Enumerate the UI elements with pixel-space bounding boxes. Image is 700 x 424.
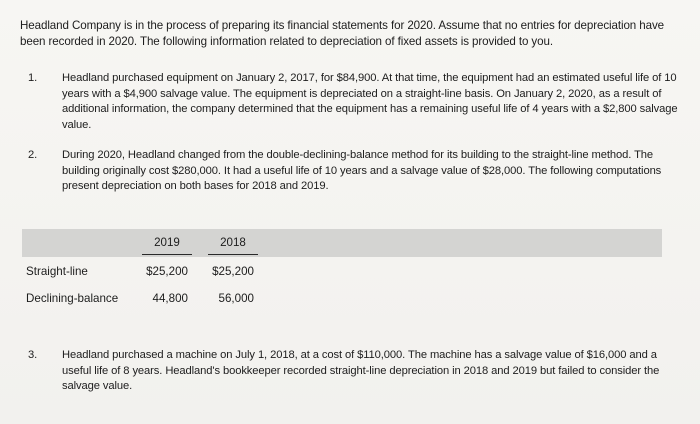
row-label: Straight-line	[26, 265, 88, 278]
table-row	[22, 292, 662, 310]
table-row	[22, 265, 662, 283]
table-header	[22, 229, 662, 257]
header-underline	[142, 254, 192, 255]
item-text: During 2020, Headland changed from the double-declining-balance method for its building to the straight-line method. The building originally cost $280,000. It had a useful life of 10 years and a salvage value of $28,000. The following computations present depreciation on both bases for 2018 and 2019.	[62, 149, 662, 193]
cell-2018: $25,200	[212, 265, 254, 278]
column-header-label: 2019	[154, 236, 180, 249]
cell-2018: 56,000	[218, 292, 254, 305]
item-text: Headland purchased a machine on July 1, 2018, at a cost of $110,000. The machine has a salvage value of $16,000 and a useful life of 8 years. Headland's bookkeeper recorded straight-line depreciation in 2018 and 2019 but failed to consider the salvage value.	[62, 349, 660, 393]
list-item-1	[28, 71, 688, 133]
list-item-2	[28, 148, 688, 195]
item-text: Headland purchased equipment on January 2, 2017, for $84,900. At that time, the equipment had an estimated useful life of 10 years with a $4,900 salvage value. The equipment is depreciated on a straight-line basis. On January 2, 2020, as a result of additional information, the company determined that the equipment has a remaining useful life of 4 years with a $2,800 salvage value.	[62, 72, 678, 131]
column-header-2019	[142, 236, 192, 249]
item-number: 1.	[28, 72, 38, 84]
intro-paragraph: Headland Company is in the process of preparing its financial statements for 2020. Assume that no entries for depreciation have been recorded in 2020. The following information related to depreciation of fixed assets is provided to you.	[20, 19, 665, 48]
depreciation-table	[22, 229, 662, 319]
column-header-2018	[208, 236, 258, 249]
cell-2019: $25,200	[146, 265, 188, 278]
item-number: 2.	[28, 149, 38, 161]
header-underline	[208, 254, 258, 255]
column-header-label: 2018	[220, 236, 246, 249]
cell-2019: 44,800	[152, 292, 188, 305]
item-number: 3.	[28, 349, 38, 361]
list-item-3	[28, 348, 688, 395]
row-label: Declining-balance	[26, 292, 119, 305]
